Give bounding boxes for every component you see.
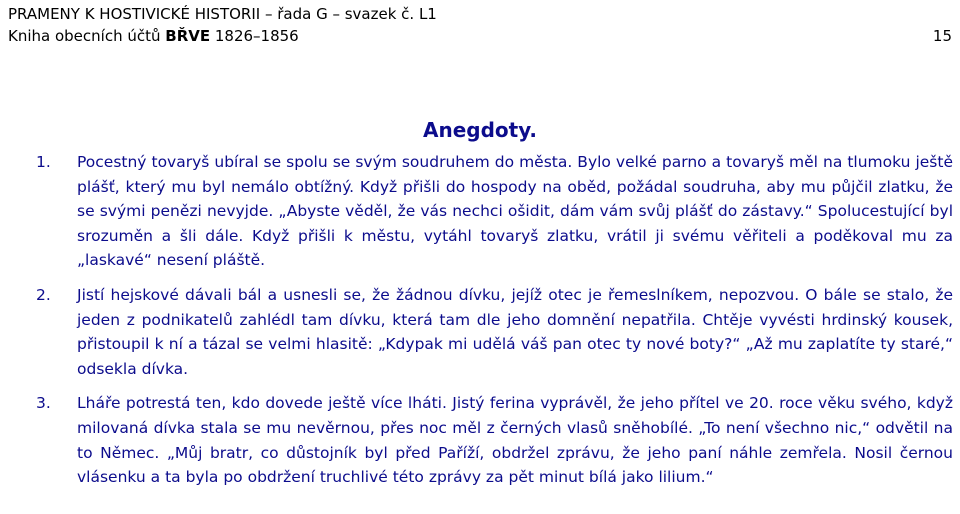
book-title bbox=[8, 25, 952, 47]
page-number: 15 bbox=[932, 27, 952, 45]
anecdote-number: 2. bbox=[36, 285, 51, 304]
anecdote-list bbox=[36, 150, 953, 500]
anecdote-text: Pocestný tovaryš ubíral se spolu se svým soudruhem do města. Bylo velké parno a tovaryš měl na tlumoku ještě plášť, který mu byl nemálo obtížný. Když přišli do hospody na oběd, požádal soudruha, aby mu půjčil zlatku, že se svými penězi nevyjde. „Abyste věděl, že vás nechci ošidit, dám vám svůj plášť do zástavy.“ Spolucestující byl srozuměn a šli dále. Když přišli k městu, vytáhl tovaryš zlatku, vrátil ji svému věřiteli a poděkoval mu za „laskavé“ nesení pláště. bbox=[77, 153, 953, 270]
page-header bbox=[8, 3, 952, 47]
book-title-name: BŘVE bbox=[165, 27, 211, 45]
anecdote-text: Jistí hejskové dávali bál a usnesli se, že žádnou dívku, jejíž otec je řemeslníkem, nepozvou. O bále se stalo, že jeden z podnikatelů zahlédl tam dívku, která tam dle jeho domnění nepatřila. Chtěje vyvésti hrdinský kousek, přistoupil k ní a tázal se velmi hlasitě: „Kdypak mi udělá váš pan otec ty nové boty?“ „Až mu zaplatíte ty staré,“ odsekla dívka. bbox=[77, 285, 953, 378]
anecdote-item bbox=[36, 283, 953, 381]
section-title: Anegdoty. bbox=[422, 118, 537, 142]
anecdote-text: Lháře potrestá ten, kdo dovede ještě více lháti. Jistý ferina vyprávěl, že jeho přítel ve 20. roce věku svého, když milovaná dívka stala se mu nevěrnou, přes noc měl z černých vlasů sněhobílé. „To není všechno nic,“ odvětil na to Němec. „Můj bratr, co důstojník byl před Paříží, obdržel zprávu, že jeho paní náhle zemřela. Nosil černou vlásenku a ta byla po obdržení truchlivé této zprávy za pět minut bílá jako lilium.“ bbox=[77, 394, 953, 487]
book-title-years: 1826–1856 bbox=[210, 27, 299, 45]
anecdote-number: 3. bbox=[36, 394, 51, 413]
anecdote-number: 1. bbox=[36, 153, 51, 171]
book-title-prefix: Kniha obecních účtů bbox=[8, 27, 166, 45]
anecdote-item bbox=[36, 391, 953, 489]
anecdote-item bbox=[36, 150, 953, 273]
series-title: PRAMENY K HOSTIVICKÉ HISTORII – řada G – svazek č. L1 bbox=[8, 5, 437, 23]
